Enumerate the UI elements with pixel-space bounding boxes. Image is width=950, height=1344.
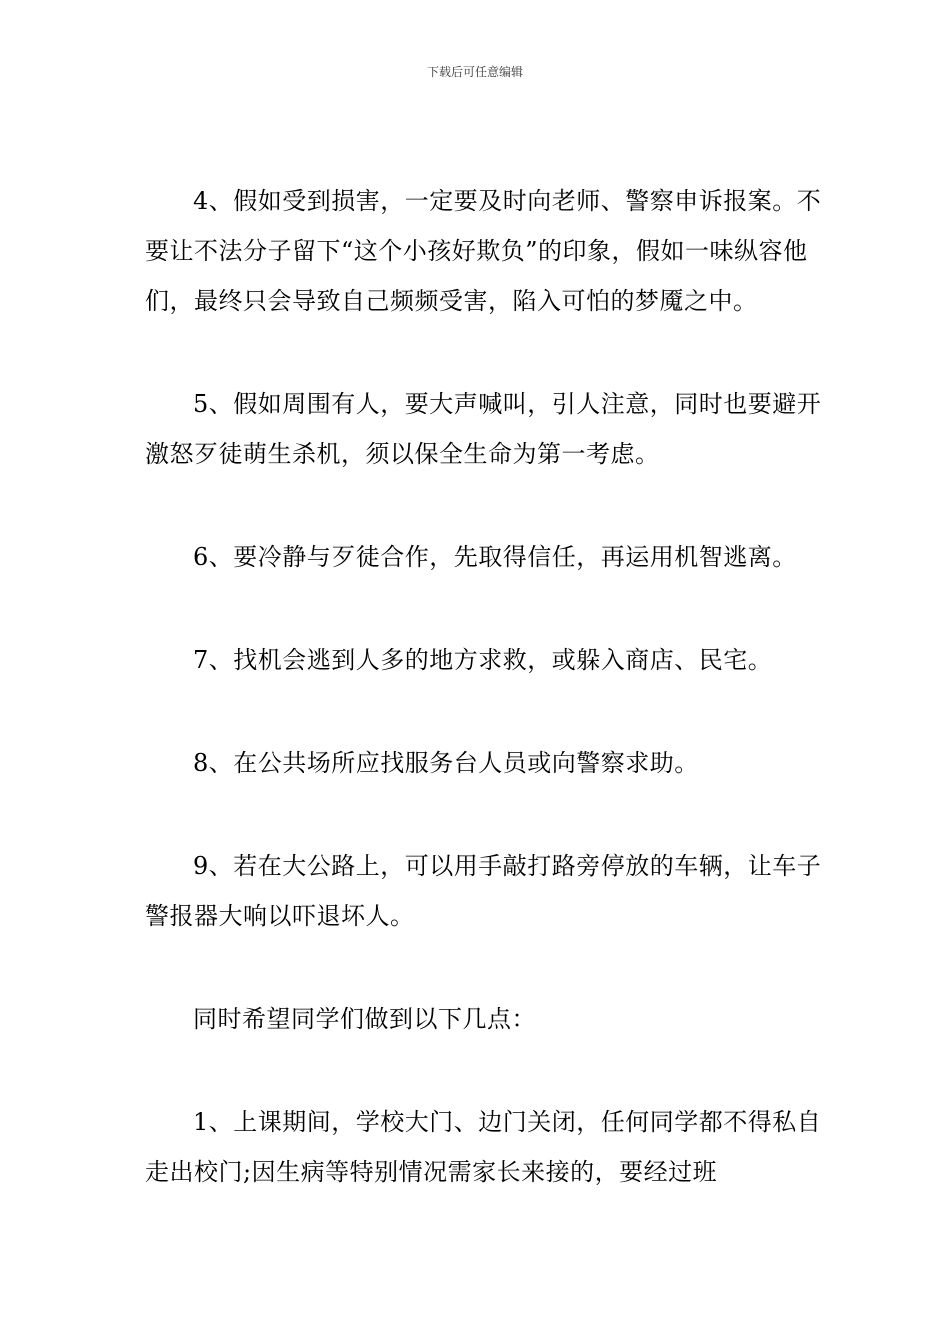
paragraph-item-4: 4、假如受到损害，一定要及时向老师、警察申诉报案。不要让不法分子留下“这个小孩好欺负”的印象，假如一味纵容他们，最终只会导致自己频频受害，陷入可怕的梦魇之中。 bbox=[145, 187, 822, 315]
page-header-note: 下载后可任意编辑 bbox=[426, 65, 523, 79]
paragraph-rule-1: 1、上课期间，学校大门、边门关闭，任何同学都不得私自走出校门;因生病等特别情况需家长来接的，要经过班 bbox=[145, 1108, 822, 1186]
paragraph-item-6: 6、要冷静与歹徒合作，先取得信任，再运用机智逃离。 bbox=[193, 543, 797, 571]
paragraph-item-8: 8、在公共场所应找服务台人员或向警察求助。 bbox=[193, 749, 699, 777]
document-body bbox=[145, 176, 825, 1197]
paragraph-item-7: 7、找机会逃到人多的地方求救，或躲入商店、民宅。 bbox=[193, 646, 773, 674]
paragraph-item-9: 9、若在大公路上，可以用手敲打路旁停放的车辆，让车子警报器大响以吓退坏人。 bbox=[145, 852, 822, 930]
paragraph-item-5: 5、假如周围有人，要大声喊叫，引人注意，同时也要避开激怒歹徒萌生杀机，须以保全生命为第一考虑。 bbox=[145, 390, 822, 468]
paragraph-intro: 同时希望同学们做到以下几点： bbox=[193, 1005, 536, 1033]
